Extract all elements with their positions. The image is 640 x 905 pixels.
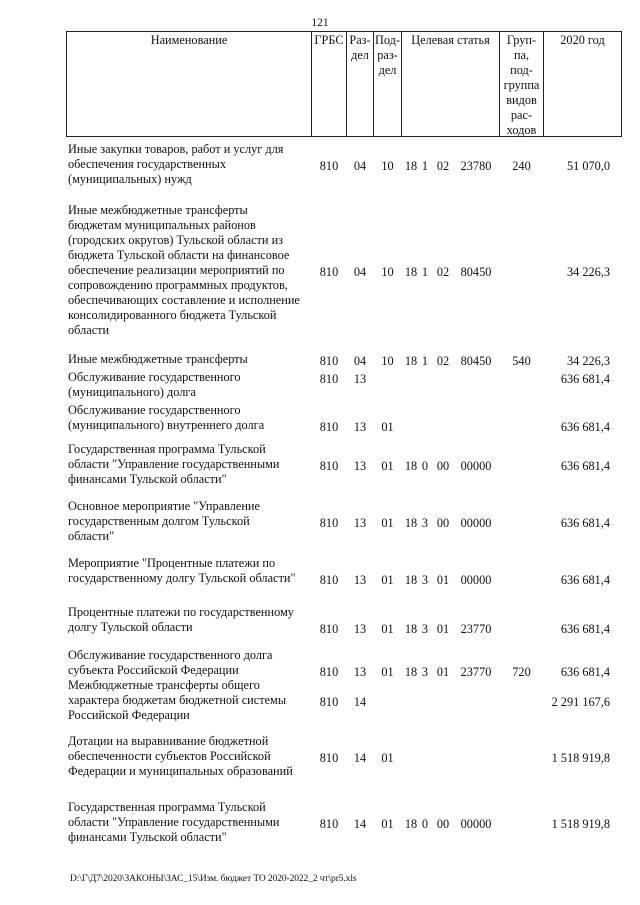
row-name-line: Основное мероприятие "Управление xyxy=(68,499,260,513)
row-name xyxy=(68,499,314,544)
cell-cs1: 18 xyxy=(404,817,418,831)
cell-amount: 34 226,3 xyxy=(566,354,610,368)
row-name-line: государственным долгом Тульской xyxy=(68,514,250,528)
cell-grbs: 810 xyxy=(319,372,339,386)
row-name-line: обеспечения государственных xyxy=(68,157,227,171)
cell-cs3: 02 xyxy=(436,354,450,368)
header-grbs: ГРБС xyxy=(314,33,344,47)
row-name-line: Обслуживание государственного долга xyxy=(68,648,273,662)
row-name-line: области" xyxy=(68,529,115,543)
cell-pr: 10 xyxy=(381,354,394,368)
cell-grbs: 810 xyxy=(319,751,339,765)
cell-rz: 13 xyxy=(353,573,367,587)
row-name xyxy=(68,370,314,400)
cell-pr: 01 xyxy=(381,459,394,473)
cell-grbs: 810 xyxy=(319,516,339,530)
row-name xyxy=(68,442,314,487)
cell-amount: 636 681,4 xyxy=(560,516,610,530)
cell-amount: 636 681,4 xyxy=(560,573,610,587)
cell-grbs: 810 xyxy=(319,159,339,173)
row-name-line: Мероприятие "Процентные платежи по xyxy=(68,556,276,570)
cell-cs3: 00 xyxy=(436,817,450,831)
cell-cs3: 01 xyxy=(436,573,450,587)
cell-cs2: 1 xyxy=(421,159,429,173)
cell-cs2: 1 xyxy=(421,354,429,368)
row-name-line: Иные межбюджетные трансферты xyxy=(68,352,248,366)
cell-cs3: 01 xyxy=(436,622,450,636)
cell-cs1: 18 xyxy=(404,265,418,279)
cell-rz: 13 xyxy=(353,372,367,386)
row-name-line: Обслуживание государственного xyxy=(68,403,241,417)
cell-grbs: 810 xyxy=(319,665,339,679)
row-name-line: Обслуживание государственного xyxy=(68,370,241,384)
cell-cs2: 0 xyxy=(421,459,429,473)
row-name-line: бюджета Тульской области на финансовое xyxy=(68,248,290,262)
cell-rz: 13 xyxy=(353,622,367,636)
cell-amount: 1 518 919,8 xyxy=(551,817,610,831)
row-name-line: Государственная программа Тульской xyxy=(68,442,266,456)
row-name-line: области "Управление государственными xyxy=(68,815,280,829)
page-number: 121 xyxy=(311,17,329,29)
cell-cs4: 80450 xyxy=(460,354,492,368)
row-name-line: характера бюджетам бюджетной системы xyxy=(68,693,287,707)
row-name xyxy=(68,352,314,367)
cell-pr: 01 xyxy=(381,622,394,636)
cell-rz: 14 xyxy=(353,751,367,765)
cell-rz: 04 xyxy=(353,159,367,173)
cell-pr: 01 xyxy=(381,420,394,434)
row-name-line: Иные закупки товаров, работ и услуг для xyxy=(68,142,284,156)
cell-rz: 14 xyxy=(353,817,367,831)
row-name-line: Межбюджетные трансферты общего xyxy=(68,678,260,692)
cell-vr: 720 xyxy=(512,665,531,679)
cell-grbs: 810 xyxy=(319,354,339,368)
cell-cs1: 18 xyxy=(404,159,418,173)
cell-rz: 14 xyxy=(353,695,367,709)
cell-cs4: 00000 xyxy=(460,516,492,530)
cell-cs2: 3 xyxy=(421,573,429,587)
cell-cs1: 18 xyxy=(404,354,418,368)
row-name-line: Федерации и муниципальных образований xyxy=(68,764,293,778)
cell-amount: 1 518 919,8 xyxy=(551,751,610,765)
row-name-line: сопровождению программных продуктов, xyxy=(68,278,288,292)
row-name xyxy=(68,648,314,678)
cell-amount: 636 681,4 xyxy=(560,459,610,473)
cell-grbs: 810 xyxy=(319,695,339,709)
cell-cs4: 23770 xyxy=(460,665,492,679)
row-name-line: государственному долгу Тульской области" xyxy=(68,571,296,585)
row-name-line: обеспечение реализации мероприятий по xyxy=(68,263,285,277)
cell-cs2: 0 xyxy=(421,817,429,831)
row-name-line: (муниципального) долга xyxy=(68,385,196,399)
row-name xyxy=(68,403,314,433)
cell-cs4: 23770 xyxy=(460,622,492,636)
cell-amount: 636 681,4 xyxy=(560,622,610,636)
row-name xyxy=(68,142,314,187)
row-name-line: Дотации на выравнивание бюджетной xyxy=(68,734,269,748)
cell-cs2: 3 xyxy=(421,665,429,679)
cell-pr: 01 xyxy=(381,817,394,831)
cell-cs3: 00 xyxy=(436,459,450,473)
row-name xyxy=(68,678,314,723)
cell-cs2: 1 xyxy=(421,265,429,279)
cell-cs1: 18 xyxy=(404,459,418,473)
file-path-footer: D:\Г\Д7\2020\ЗАКОНЫ\ЗАС_15\Изм. бюджет ТО 2020-2022_2 чт\pr5.xls xyxy=(70,874,357,884)
row-name-line: консолидированного бюджета Тульской xyxy=(68,308,277,322)
cell-cs1: 18 xyxy=(404,622,418,636)
cell-amount: 2 291 167,6 xyxy=(551,695,610,709)
cell-cs3: 01 xyxy=(436,665,450,679)
cell-pr: 01 xyxy=(381,516,394,530)
cell-rz: 13 xyxy=(353,665,367,679)
row-name-line: обеспечивающих составление и исполнение xyxy=(68,293,300,307)
row-name-line: (муниципального) внутреннего долга xyxy=(68,418,265,432)
cell-grbs: 810 xyxy=(319,817,339,831)
cell-cs2: 3 xyxy=(421,516,429,530)
header-name: Наименование xyxy=(150,33,228,47)
cell-pr: 10 xyxy=(381,265,394,279)
row-name xyxy=(68,203,314,338)
cell-amount: 636 681,4 xyxy=(560,665,610,679)
header-year: 2020 год xyxy=(560,33,605,47)
cell-pr: 01 xyxy=(381,573,394,587)
row-name-line: Российской Федерации xyxy=(68,708,190,722)
row-name-line: области xyxy=(68,323,110,337)
cell-grbs: 810 xyxy=(319,420,339,434)
row-name-line: субъекта Российской Федерации xyxy=(68,663,239,677)
row-name-line: долгу Тульской области xyxy=(68,620,193,634)
row-name-line: (городских округов) Тульской области из xyxy=(68,233,284,247)
row-name-line: Иные межбюджетные трансферты xyxy=(68,203,248,217)
cell-grbs: 810 xyxy=(319,265,339,279)
cell-cs4: 00000 xyxy=(460,573,492,587)
row-name-line: обеспеченности субъектов Российской xyxy=(68,749,271,763)
cell-cs3: 02 xyxy=(436,265,450,279)
cell-amount: 636 681,4 xyxy=(560,372,610,386)
cell-rz: 13 xyxy=(353,459,367,473)
header-razdel: Раз- дел xyxy=(349,33,371,62)
cell-amount: 636 681,4 xyxy=(560,420,610,434)
cell-rz: 13 xyxy=(353,516,367,530)
row-name-line: финансами Тульской области" xyxy=(68,830,227,844)
cell-cs4: 80450 xyxy=(460,265,492,279)
cell-rz: 04 xyxy=(353,265,367,279)
cell-rz: 04 xyxy=(353,354,367,368)
cell-cs4: 00000 xyxy=(460,817,492,831)
row-name-line: (муниципальных) нужд xyxy=(68,172,192,186)
header-podrazdel: Под- раз- дел xyxy=(374,33,401,77)
row-name xyxy=(68,800,314,845)
row-name-line: области "Управление государственными xyxy=(68,457,280,471)
cell-vr: 540 xyxy=(512,354,531,368)
cell-rz: 13 xyxy=(353,420,367,434)
cell-pr: 01 xyxy=(381,665,394,679)
cell-cs3: 02 xyxy=(436,159,450,173)
row-name xyxy=(68,556,314,586)
cell-pr: 10 xyxy=(381,159,394,173)
header-tselevaya-statya: Целевая статья xyxy=(411,33,490,47)
cell-cs1: 18 xyxy=(404,573,418,587)
row-name-line: бюджетам муниципальных районов xyxy=(68,218,256,232)
cell-amount: 34 226,3 xyxy=(566,265,610,279)
row-name-line: Государственная программа Тульской xyxy=(68,800,266,814)
header-gruppa-vidov-rashodov: Груп- па, под- группа видов рас- ходов xyxy=(503,33,540,137)
cell-amount: 51 070,0 xyxy=(566,159,610,173)
cell-cs4: 23780 xyxy=(460,159,492,173)
cell-grbs: 810 xyxy=(319,622,339,636)
row-name-line: финансами Тульской области" xyxy=(68,472,227,486)
cell-grbs: 810 xyxy=(319,459,339,473)
cell-cs2: 3 xyxy=(421,622,429,636)
cell-vr: 240 xyxy=(512,159,531,173)
cell-cs1: 18 xyxy=(404,516,418,530)
cell-cs4: 00000 xyxy=(460,459,492,473)
row-name-line: Процентные платежи по государственному xyxy=(68,605,294,619)
cell-cs1: 18 xyxy=(404,665,418,679)
cell-cs3: 00 xyxy=(436,516,450,530)
row-name xyxy=(68,605,314,635)
cell-pr: 01 xyxy=(381,751,394,765)
row-name xyxy=(68,734,314,779)
cell-grbs: 810 xyxy=(319,573,339,587)
